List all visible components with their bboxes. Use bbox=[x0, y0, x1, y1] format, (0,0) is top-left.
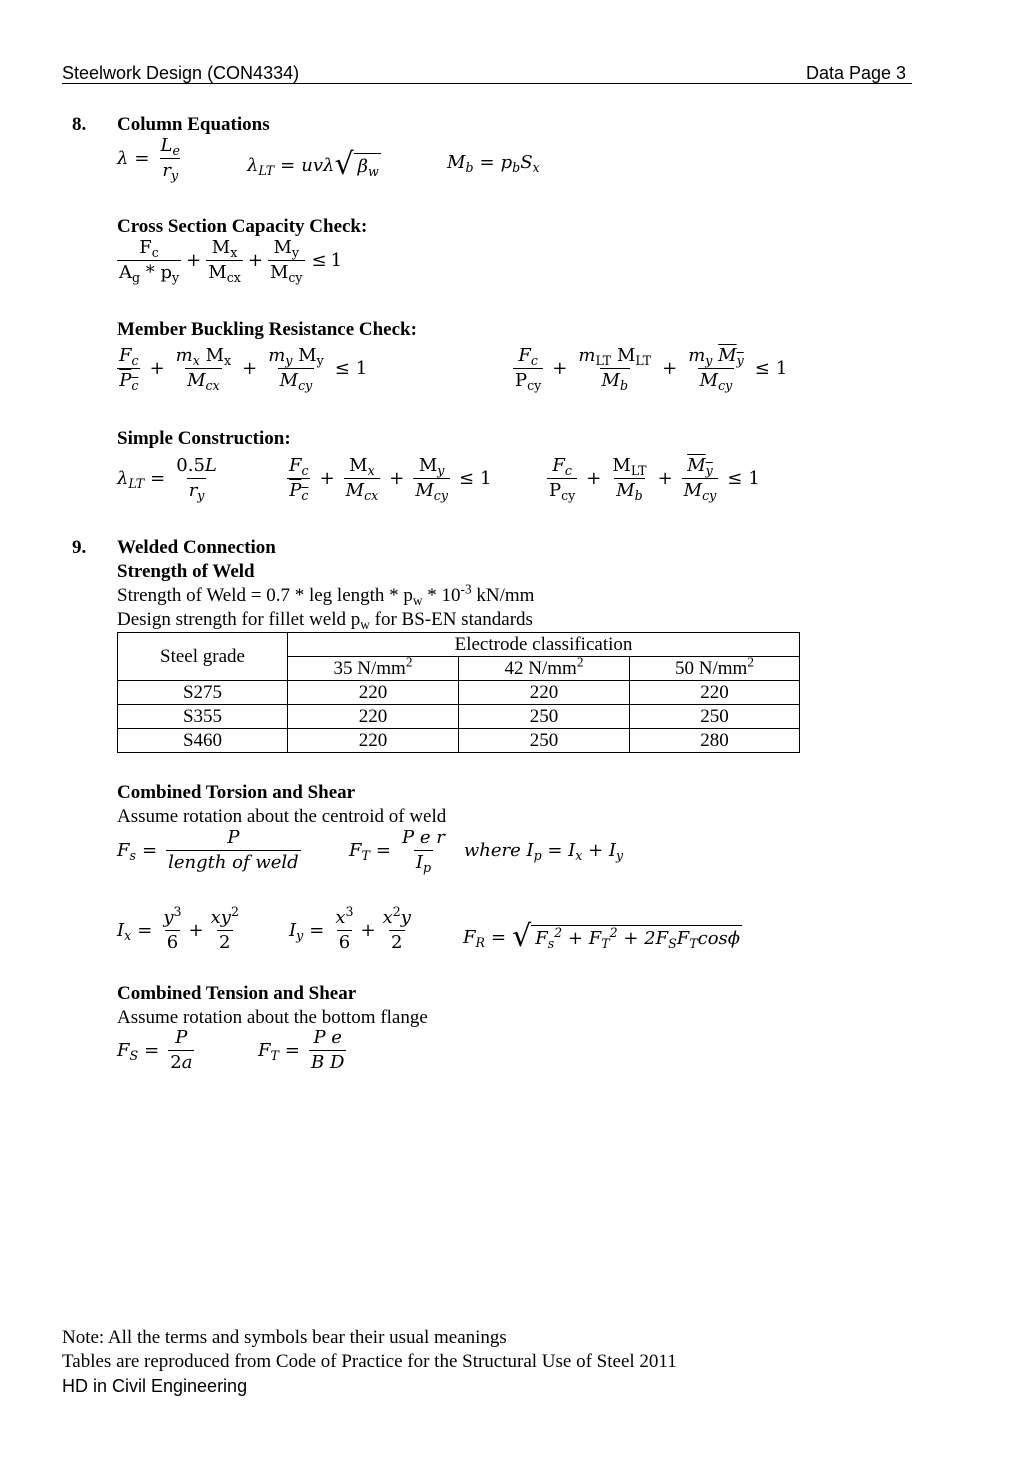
steel-grade-cell: S355 bbox=[118, 705, 288, 729]
strength-cell: 220 bbox=[630, 681, 800, 705]
steel-grade-header: Steel grade bbox=[118, 633, 288, 681]
weld-design-strength-table bbox=[117, 632, 800, 753]
torsion-shear-heading: Combined Torsion and Shear bbox=[117, 782, 356, 803]
member-buckling-equation-2: $\frac{F_c}{P_{cy}}$ + $\frac{m_{LT} M_{LT}}{M_b}$ + $\frac{m_y M_y}{M_{cy}}$ ≤ 1 bbox=[515, 345, 788, 393]
tension-shear-fs-equation: $F_S$ = $\frac{P}{2a}$ bbox=[117, 1027, 193, 1073]
strength-cell: 280 bbox=[630, 729, 800, 753]
table-row bbox=[118, 729, 800, 753]
electrode-column-header: 42 $N/mm^2$ bbox=[459, 657, 630, 681]
tension-shear-assumption: Assume rotation about the bottom flange bbox=[117, 1007, 428, 1028]
cross-section-heading: Cross Section Capacity Check: bbox=[117, 216, 368, 237]
lateral-slenderness-equation: $\lambda_{LT}$ = uvλ √ $\beta_w$ bbox=[247, 147, 379, 182]
footer-note: Note: All the terms and symbols bear their usual meanings bbox=[62, 1327, 507, 1348]
simple-lateral-slenderness-equation: $\lambda_{LT}$ = $\frac{0.5L}{r_y}$ bbox=[117, 455, 217, 503]
cross-section-equation: $\frac{F_c}{A_g * p_y}$ + $\frac{M_x}{M_{cx}}$ + $\frac{M_y}{M_{cy}}$ ≤ 1 bbox=[119, 237, 343, 285]
simple-construction-equation-1: $\frac{F_c}{P_c}$ + $\frac{M_x}{M_{cx}}$ + $\frac{M_y}{M_{cy}}$ ≤ 1 bbox=[289, 455, 492, 503]
section-8-title: Column Equations bbox=[117, 114, 270, 135]
section-8-number: 8. bbox=[72, 114, 87, 135]
footer-source: Tables are reproduced from Code of Practice for the Structural Use of Steel 2011 bbox=[62, 1351, 677, 1372]
design-strength-caption: Design strength for fillet weld $p_w$ for BS-EN standards bbox=[117, 609, 533, 632]
strength-of-weld-heading: Strength of Weld bbox=[117, 561, 255, 582]
strength-cell: 250 bbox=[630, 705, 800, 729]
iy-equation: $I_y$ = $\frac{x^3}{6}$ + $\frac{x^2y}{2}$ bbox=[289, 904, 411, 953]
buckling-moment-equation: $M_b$ = $p_bS_x$ bbox=[447, 152, 540, 175]
torsion-force-equation: $F_T$ = $\frac{\text{P e r}}{I_p}$ where $I_p = I_x + I_y$ bbox=[349, 827, 624, 875]
section-9-title: Welded Connection bbox=[117, 537, 276, 558]
member-buckling-equation-1: $\frac{F_c}{P_c}$ + $\frac{m_x M_x}{M_{cx}}$ + $\frac{m_y M_y}{M_{cy}}$ ≤ 1 bbox=[119, 345, 368, 393]
header-rule bbox=[62, 83, 912, 84]
slenderness-equation: λ = $\frac{L_e}{r_y}$ bbox=[117, 135, 180, 183]
electrode-column-header: 50 $N/mm^2$ bbox=[630, 657, 800, 681]
strength-of-weld-formula: Strength of Weld = 0.7 * leg length * $p_w * 10^{-3}$ kN/mm bbox=[117, 581, 535, 608]
header-page-number: Data Page 3 bbox=[806, 63, 907, 83]
simple-construction-equation-2: $\frac{F_c}{P_{cy}}$ + $\frac{M_{LT}}{M_b}$ + $\frac{M_y}{M_{cy}}$ ≤ 1 bbox=[549, 455, 760, 503]
tension-shear-heading: Combined Tension and Shear bbox=[117, 983, 357, 1004]
torsion-shear-assumption: Assume rotation about the centroid of weld bbox=[117, 806, 447, 827]
strength-cell: 250 bbox=[459, 705, 630, 729]
header-title: Steelwork Design (CON4334) bbox=[62, 63, 300, 83]
table-row bbox=[118, 681, 800, 705]
shear-force-equation: $F_s$ = $\frac{P}{\text{length of weld}}$ bbox=[117, 827, 299, 873]
strength-cell: 250 bbox=[459, 729, 630, 753]
resultant-force-equation: $F_R$ = √ $F_s^2 + F_T^2 + 2F_SF_T\cos\phi$ bbox=[463, 919, 741, 954]
table-row bbox=[118, 705, 800, 729]
tension-shear-ft-equation: $F_T$ = $\frac{\text{P e}}{\text{B D}}$ bbox=[258, 1027, 345, 1073]
steel-grade-cell: S275 bbox=[118, 681, 288, 705]
strength-cell: 220 bbox=[288, 729, 459, 753]
steel-grade-cell: S460 bbox=[118, 729, 288, 753]
member-buckling-heading: Member Buckling Resistance Check: bbox=[117, 319, 417, 340]
ix-equation: $I_x$ = $\frac{y^3}{6}$ + $\frac{xy^2}{2}$ bbox=[117, 904, 239, 953]
strength-cell: 220 bbox=[288, 681, 459, 705]
simple-construction-heading: Simple Construction: bbox=[117, 428, 291, 449]
footer-program: HD in Civil Engineering bbox=[62, 1376, 248, 1396]
strength-cell: 220 bbox=[459, 681, 630, 705]
electrode-column-header: 35 $N/mm^2$ bbox=[288, 657, 459, 681]
section-9-number: 9. bbox=[72, 537, 87, 558]
strength-cell: 220 bbox=[288, 705, 459, 729]
electrode-classification-header: Electrode classification bbox=[288, 633, 800, 657]
